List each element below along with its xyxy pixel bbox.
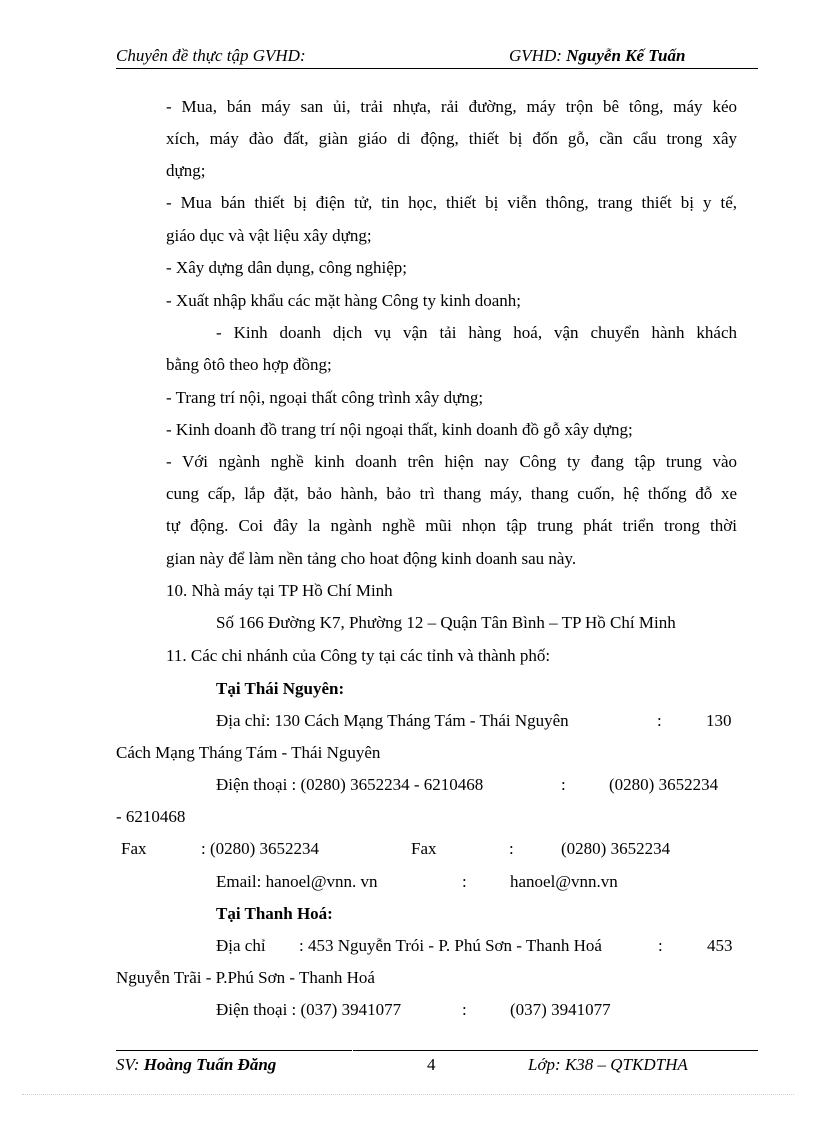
body-line: - Xây dựng dân dụng, công nghiệp;: [166, 258, 408, 277]
body-line: dựng;: [166, 161, 206, 180]
separator-colon: :: [462, 872, 467, 891]
address-line: : 453 Nguyễn Trói - P. Phú Sơn - Thanh Hoá: [299, 936, 602, 955]
body-line: - Với ngành nghề kinh doanh trên hiện nay Công ty đang tập trung vào: [166, 452, 737, 471]
body-line: - Kinh doanh đồ trang trí nội ngoại thất, kinh doanh đồ gỗ xây dựng;: [166, 420, 633, 439]
footer-class: Lớp: K38 – QTKDTHA: [528, 1055, 688, 1074]
body-line: bằng ôtô theo hợp đồng;: [166, 355, 332, 374]
email-line: hanoel@vnn.vn: [510, 872, 618, 891]
separator-colon: :: [462, 1000, 467, 1019]
body-line: xích, máy đào đất, giàn giáo di động, thiết bị đốn gỗ, cần cẩu trong xây: [166, 129, 737, 148]
page-header: [116, 46, 758, 70]
body-line: Số 166 Đường K7, Phường 12 – Quận Tân Bình – TP Hồ Chí Minh: [216, 613, 676, 632]
footer-rule: [116, 1050, 352, 1051]
address-line: Nguyễn Trãi - P.Phú Sơn - Thanh Hoá: [116, 968, 375, 987]
branch-heading: Tại Thái Nguyên:: [216, 679, 345, 698]
body-line: gian này để làm nền tảng cho hoat động kinh doanh sau này.: [166, 549, 577, 568]
phone-line: (0280) 3652234: [609, 775, 719, 794]
body-line: giáo dục và vật liệu xây dựng;: [166, 226, 372, 245]
header-right: [509, 46, 685, 66]
address-line: Địa chỉ: 130 Cách Mạng Tháng Tám - Thái Nguyên: [216, 711, 569, 730]
email-line: Email: hanoel@vnn. vn: [216, 872, 378, 891]
body-line: - Trang trí nội, ngoại thất công trình xây dựng;: [166, 388, 484, 407]
section-heading: 10. Nhà máy tại TP Hồ Chí Minh: [166, 581, 393, 600]
header-supervisor-label: GVHD:: [509, 46, 567, 65]
fax-label: Fax: [411, 839, 437, 858]
phone-line: - 6210468: [116, 807, 186, 826]
section-heading: 11. Các chi nhánh của Công ty tại các tỉnh và thành phố:: [166, 646, 551, 665]
header-supervisor-name: Nguyễn Kế Tuấn: [566, 46, 686, 65]
page-edge: [22, 1094, 794, 1095]
body-line: tự động. Coi đây la ngành nghề mũi nhọn tập trung phát triển trong thời: [166, 516, 737, 535]
address-line: Cách Mạng Tháng Tám - Thái Nguyên: [116, 743, 381, 762]
address-line: 130: [706, 711, 732, 730]
address-label: Địa chỉ: [216, 936, 266, 955]
phone-line: Điện thoại : (0280) 3652234 - 6210468: [216, 775, 484, 794]
address-line: 453: [707, 936, 733, 955]
fax-line: : (0280) 3652234: [201, 839, 320, 858]
footer-student: [116, 1055, 276, 1075]
footer-student-label: SV:: [116, 1055, 144, 1074]
page-number: 4: [427, 1055, 436, 1074]
body-line: cung cấp, lắp đặt, bảo hành, bảo trì thang máy, thang cuốn, hệ thống đỗ xe: [166, 484, 737, 503]
separator-colon: :: [561, 775, 566, 794]
branch-heading: Tại Thanh Hoá:: [216, 904, 333, 923]
body-line: - Mua bán thiết bị điện tử, tin học, thiết bị viễn thông, trang thiết bị y tế,: [166, 193, 737, 212]
fax-label: Fax: [121, 839, 147, 858]
footer-student-name: Hoàng Tuấn Đăng: [143, 1055, 277, 1074]
separator-colon: :: [509, 839, 514, 858]
separator-colon: :: [658, 936, 663, 955]
body-line: - Kinh doanh dịch vụ vận tải hàng hoá, vận chuyển hành khách: [216, 323, 737, 342]
fax-line: (0280) 3652234: [561, 839, 671, 858]
body-line: - Mua, bán máy san ủi, trải nhựa, rải đường, máy trộn bê tông, máy kéo: [166, 97, 737, 116]
header-rule: [116, 68, 758, 69]
separator-colon: :: [657, 711, 662, 730]
phone-line: Điện thoại : (037) 3941077: [216, 1000, 402, 1019]
body-line: - Xuất nhập khẩu các mặt hàng Công ty kinh doanh;: [166, 291, 522, 310]
footer-rule: [353, 1050, 758, 1051]
header-left: Chuyên đề thực tập GVHD:: [116, 46, 306, 65]
phone-line: (037) 3941077: [510, 1000, 611, 1019]
